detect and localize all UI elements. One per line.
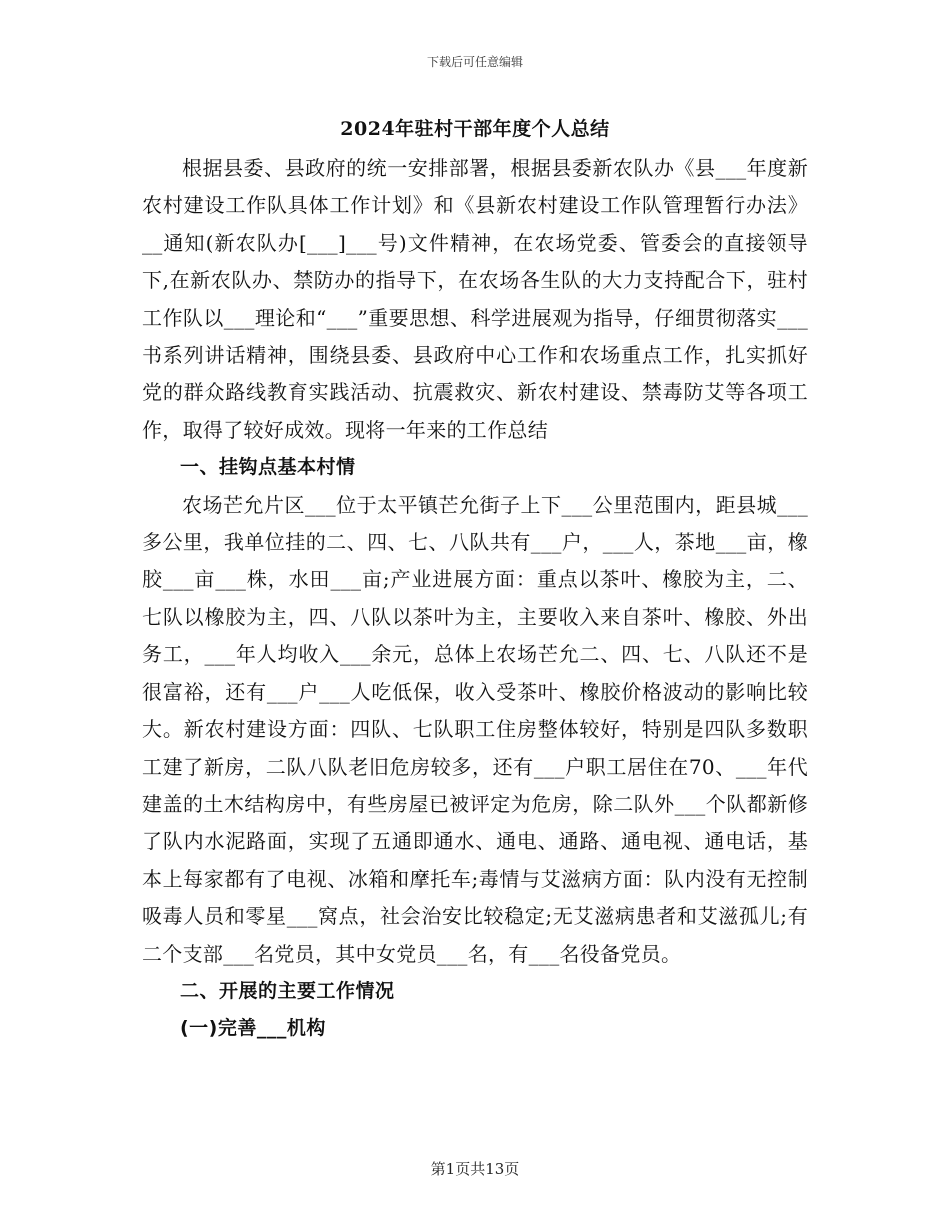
section-heading-village-info: 一、挂钩点基本村情 [180,456,356,479]
document-title: 2024年驻村干部年度个人总结 [340,118,610,140]
document-body [142,150,808,1048]
page-footer-page-number: 第1页共13页 [430,1160,520,1178]
intro-paragraph: 根据县委、县政府的统一安排部署，根据县委新农队办《县___年度新农村建设工作队具体工作计划》和《县新农村建设工作队管理暂行办法》__通知(新农队办[___]___号)文件精神，在农场党委、管委会的直接领导下,在新农队办、禁防办的指导下，在农场各生队的大力支持配合下，驻村工作队以___理论和“___”重要思想、科学进展观为指导，仔细贯彻落实___书系列讲话精神，围绕县委、县政府中心工作和农场重点工作，扎实抓好党的群众路线教育实践活动、抗震救灾、新农村建设、禁毒防艾等各项工作，取得了较好成效。现将一年来的工作总结 [142,156,808,442]
section-heading-main-work: 二、开展的主要工作情况 [180,979,395,1002]
subsection-heading-organization: (一)完善___机构 [180,1017,326,1040]
village-info-paragraph: 农场芒允片区___位于太平镇芒允街子上下___公里范围内，距县城___多公里，我单位挂的二、四、七、八队共有___户，___人，茶地___亩，橡胶___亩___株，水田___亩;产业进展方面：重点以茶叶、橡胶为主，二、七队以橡胶为主，四、八队以茶叶为主，主要收入来自茶叶、橡胶、外出务工，___年人均收入___余元，总体上农场芒允二、四、七、八队还不是很富裕，还有___户___人吃低保，收入受茶叶、橡胶价格波动的影响比较大。新农村建设方面：四队、七队职工住房整体较好，特别是四队多数职工建了新房，二队八队老旧危房较多，还有___户职工居住在70、___年代建盖的土木结构房中，有些房屋已被评定为危房，除二队外___个队都新修了队内水泥路面，实现了五通即通水、通电、通路、通电视、通电话，基本上每家都有了电视、冰箱和摩托车;毒情与艾滋病方面：队内没有无控制吸毒人员和零星___窝点，社会治安比较稳定;无艾滋病患者和艾滋孤儿;有二个支部___名党员，其中女党员___名，有___名役备党员。 [142,492,808,966]
page-header-note: 下载后可任意编辑 [426,55,523,69]
